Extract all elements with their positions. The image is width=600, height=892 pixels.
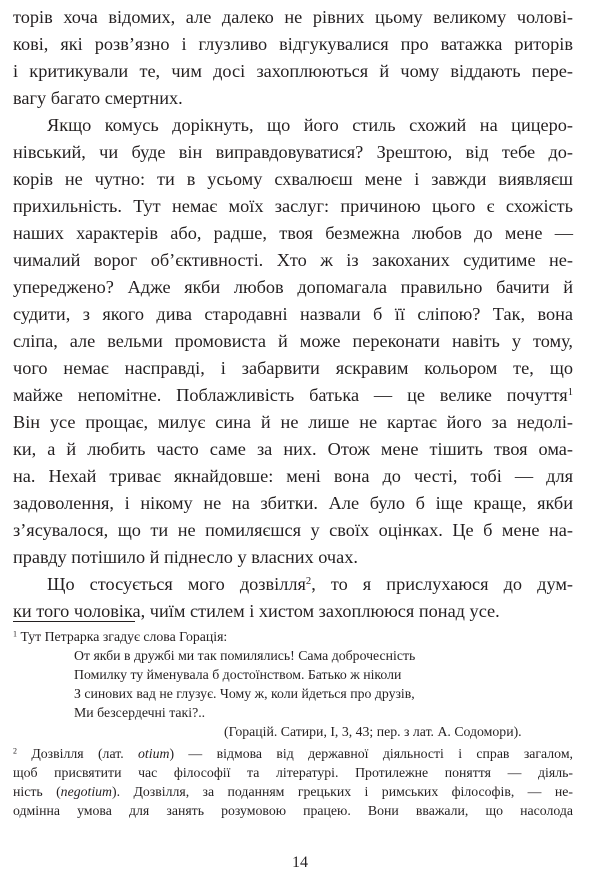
body-line: наших характерів або, радше, твоя безмежна любов до мене — xyxy=(13,223,573,243)
footnote-2-line xyxy=(13,783,573,801)
footnote-2-text: Дозвілля (лат. xyxy=(31,746,139,761)
body-line: Він усе прощає, милує сина й не лише не картає його за недолі- xyxy=(13,412,573,432)
poem-line: З синових вад не глузує. Чому ж, коли йдеться про друзів, xyxy=(74,686,415,701)
poem-line: Ми безсердечні такі?.. xyxy=(74,705,206,720)
body-line: задоволення, і нікому не на збитки. Але було б іще краще, якби xyxy=(13,493,573,513)
body-line: судити, з якого дива стародавні назвали б її сліпою? Так, вона xyxy=(13,304,573,324)
footnote-marker-1[interactable]: 1 xyxy=(567,387,573,399)
page-number: 14 xyxy=(292,854,308,871)
footnote-2-line: щоб присвятити час філософії та літературі. Протилежне поняття — діяль- xyxy=(13,765,573,780)
body-line: чималий ворог об’єктивності. Хто ж із закоханих судитиме не- xyxy=(13,250,573,270)
poem-line: От якби в дружбі ми так помилялись! Сама доброчесність xyxy=(74,648,416,663)
body-line: вагу багато смертних. xyxy=(13,88,183,108)
body-line: ки того чоловіка, чиїм стилем і хистом захоплююся понад усе. xyxy=(13,601,500,621)
body-line: і критикували те, чим досі захоплюються й чому віддають пере- xyxy=(13,61,573,81)
footnote-number-2: 2 xyxy=(13,746,17,756)
body-line: прихильність. Тут немає моїх заслуг: причиною цього є схожість xyxy=(13,196,573,216)
body-line-text: Що стосується мого дозвілля xyxy=(47,574,306,594)
body-line-text: , то я прислухаюся до дум- xyxy=(311,574,573,594)
footnote-1-text: Тут Петрарка згадує слова Горація: xyxy=(20,629,228,644)
body-line: сліпа, але вельми промовиста й може переконати навіть у тому, xyxy=(13,331,573,351)
footnote-2-text: ) — відмова від державної діяльності і справ загалом, xyxy=(169,746,573,761)
footnote-number-1: 1 xyxy=(13,629,17,639)
body-line: на. Нехай триває якнайдовше: мені вона до честі, тобі — для xyxy=(13,466,573,486)
body-line: торів хоча відомих, але далеко не рівних цьому великому чолові- xyxy=(13,7,573,27)
body-line: упереджено? Адже якби любов допомагала правильно бачити й xyxy=(13,277,573,297)
body-line xyxy=(47,572,573,596)
footnote-marker-2[interactable]: 2 xyxy=(305,576,312,588)
footnote-2-line: одмінна умова для занять розумовою працею. Вони вважали, що насолода xyxy=(13,803,573,818)
footnote-1 xyxy=(13,628,573,646)
latin-term: otium xyxy=(138,746,170,761)
body-line: ки, а й любить часто саме за них. Отож мене тішить твоя ома- xyxy=(13,439,573,459)
body-line xyxy=(13,383,573,407)
body-line: нівський, чи буде він виправдовуватися? Зрештою, від тебе до- xyxy=(13,142,573,162)
body-line: кові, які розв’язно і глузливо відгукувалися про ватажка риторів xyxy=(13,34,573,54)
footnote-divider xyxy=(13,621,135,622)
body-line-text: майже непомітне. Поблажливість батька — це велике почуття xyxy=(13,385,568,405)
body-line: Якщо комусь дорікнуть, що його стиль схожий на цицеро- xyxy=(47,115,573,135)
body-line: з’ясувалося, що ти не помиляєшся у своїх оцінках. Це б мене на- xyxy=(13,520,573,540)
body-line: чого немає насправді, і забарвити яскравим кольором те, що xyxy=(13,358,573,378)
body-line: корів не чутно: ти в усьому схвалюєш мене і завжди виявляєш xyxy=(13,169,573,189)
poem-attribution: (Горацій. Сатири, I, 3, 43; пер. з лат. А. Содомори). xyxy=(224,724,522,739)
body-line: правду потішило й піднесло у власних очах. xyxy=(13,547,358,567)
footnote-2 xyxy=(13,745,573,763)
latin-term: negotium xyxy=(60,784,113,799)
footnote-2-text: ). Дозвілля, за поданням грецьких і римських філософів, — не- xyxy=(112,784,573,799)
poem-line: Помилку ту йменувала б достоїнством. Батько ж ніколи xyxy=(74,667,402,682)
footnote-2-text: ність ( xyxy=(13,784,61,799)
